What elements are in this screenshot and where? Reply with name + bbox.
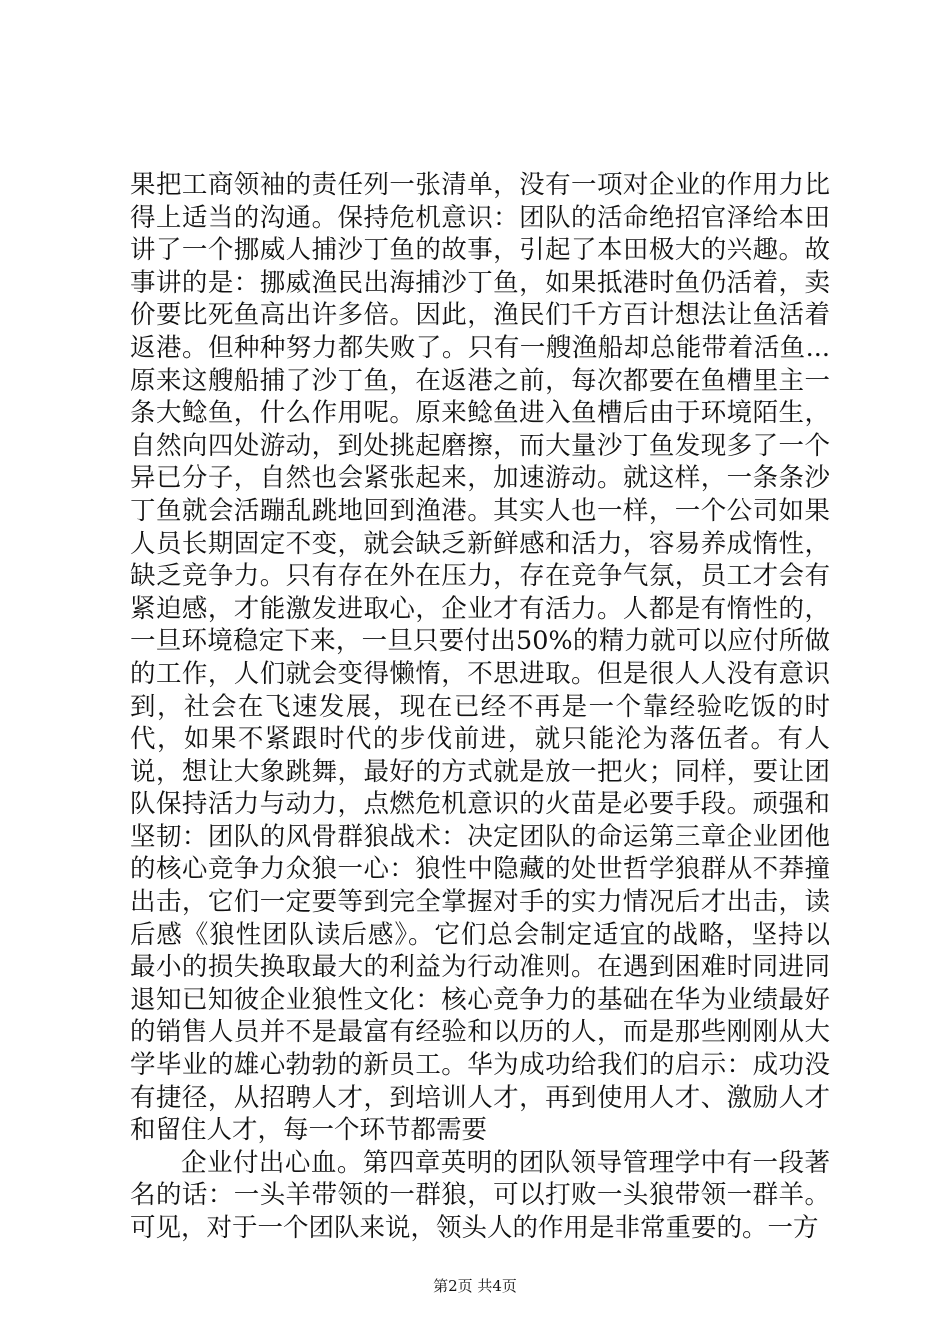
body-paragraph-2: 企业付出心血。第四章英明的团队领导管理学中有一段著名的话：一头羊带领的一群狼，可以打败一头狼带领一群羊。可见，对于一个团队来说，领头人的作用是非常重要的。一方 [130,1147,830,1243]
page-number-footer: 第2页 共4页 [433,1277,517,1295]
document-body [130,169,830,1245]
body-paragraph-1: 果把工商领袖的责任列一张清单，没有一项对企业的作用力比得上适当的沟通。保持危机意识：团队的活命绝招官泽给本田讲了一个挪威人捕沙丁鱼的故事，引起了本田极大的兴趣。故事讲的是：挪威渔民出海捕沙丁鱼，如果抵港时鱼仍活着，卖价要比死鱼高出许多倍。因此，渔民们千方百计想法让鱼活着返港。但种种努力都失败了。只有一艘渔船却总能带着活鱼...原来这艘船捕了沙丁鱼，在返港之前，每次都要在鱼槽里主一条大鲶鱼，什么作用呢。原来鲶鱼进入鱼槽后由于环境陌生，自然向四处游动，到处挑起磨擦，而大量沙丁鱼发现多了一个异已分子，自然也会紧张起来，加速游动。就这样，一条条沙丁鱼就会活蹦乱跳地回到渔港。其实人也一样，一个公司如果人员长期固定不变，就会缺乏新鲜感和活力，容易养成惰性，缺乏竞争力。只有存在外在压力，存在竞争气氛，员工才会有紧迫感，才能激发进取心，企业才有活力。人都是有惰性的，一旦环境稳定下来，一旦只要付出50%的精力就可以应付所做的工作，人们就会变得懒惰，不思进取。但是很人人没有意识到，社会在飞速发展，现在已经不再是一个靠经验吃饭的时代，如果不紧跟时代的步伐前进，就只能沦为落伍者。有人说，想让大象跳舞，最好的方式就是放一把火；同样，要让团队保持活力与动力，点燃危机意识的火苗是必要手段。顽强和坚韧：团队的风骨群狼战术：决定团队的命运第三章企业团他的核心竞争力众狼一心：狼性中隐藏的处世哲学狼群从不莽撞出击，它们一定要等到完全掌握对手的实力情况后才出击，读后感《狼性团队读后感》。它们总会制定适宜的战略，坚持以最小的损失换取最大的利益为行动准则。在遇到困难时同进同退知已知彼企业狼性文化：核心竞争力的基础在华为业绩最好的销售人员并不是最富有经验和以历的人，而是那些刚刚从大学毕业的雄心勃勃的新员工。华为成功给我们的启示：成功没有捷径，从招聘人才，到培训人才，再到使用人才、激励人才和留住人才，每一个环节都需要 [130,170,830,1146]
